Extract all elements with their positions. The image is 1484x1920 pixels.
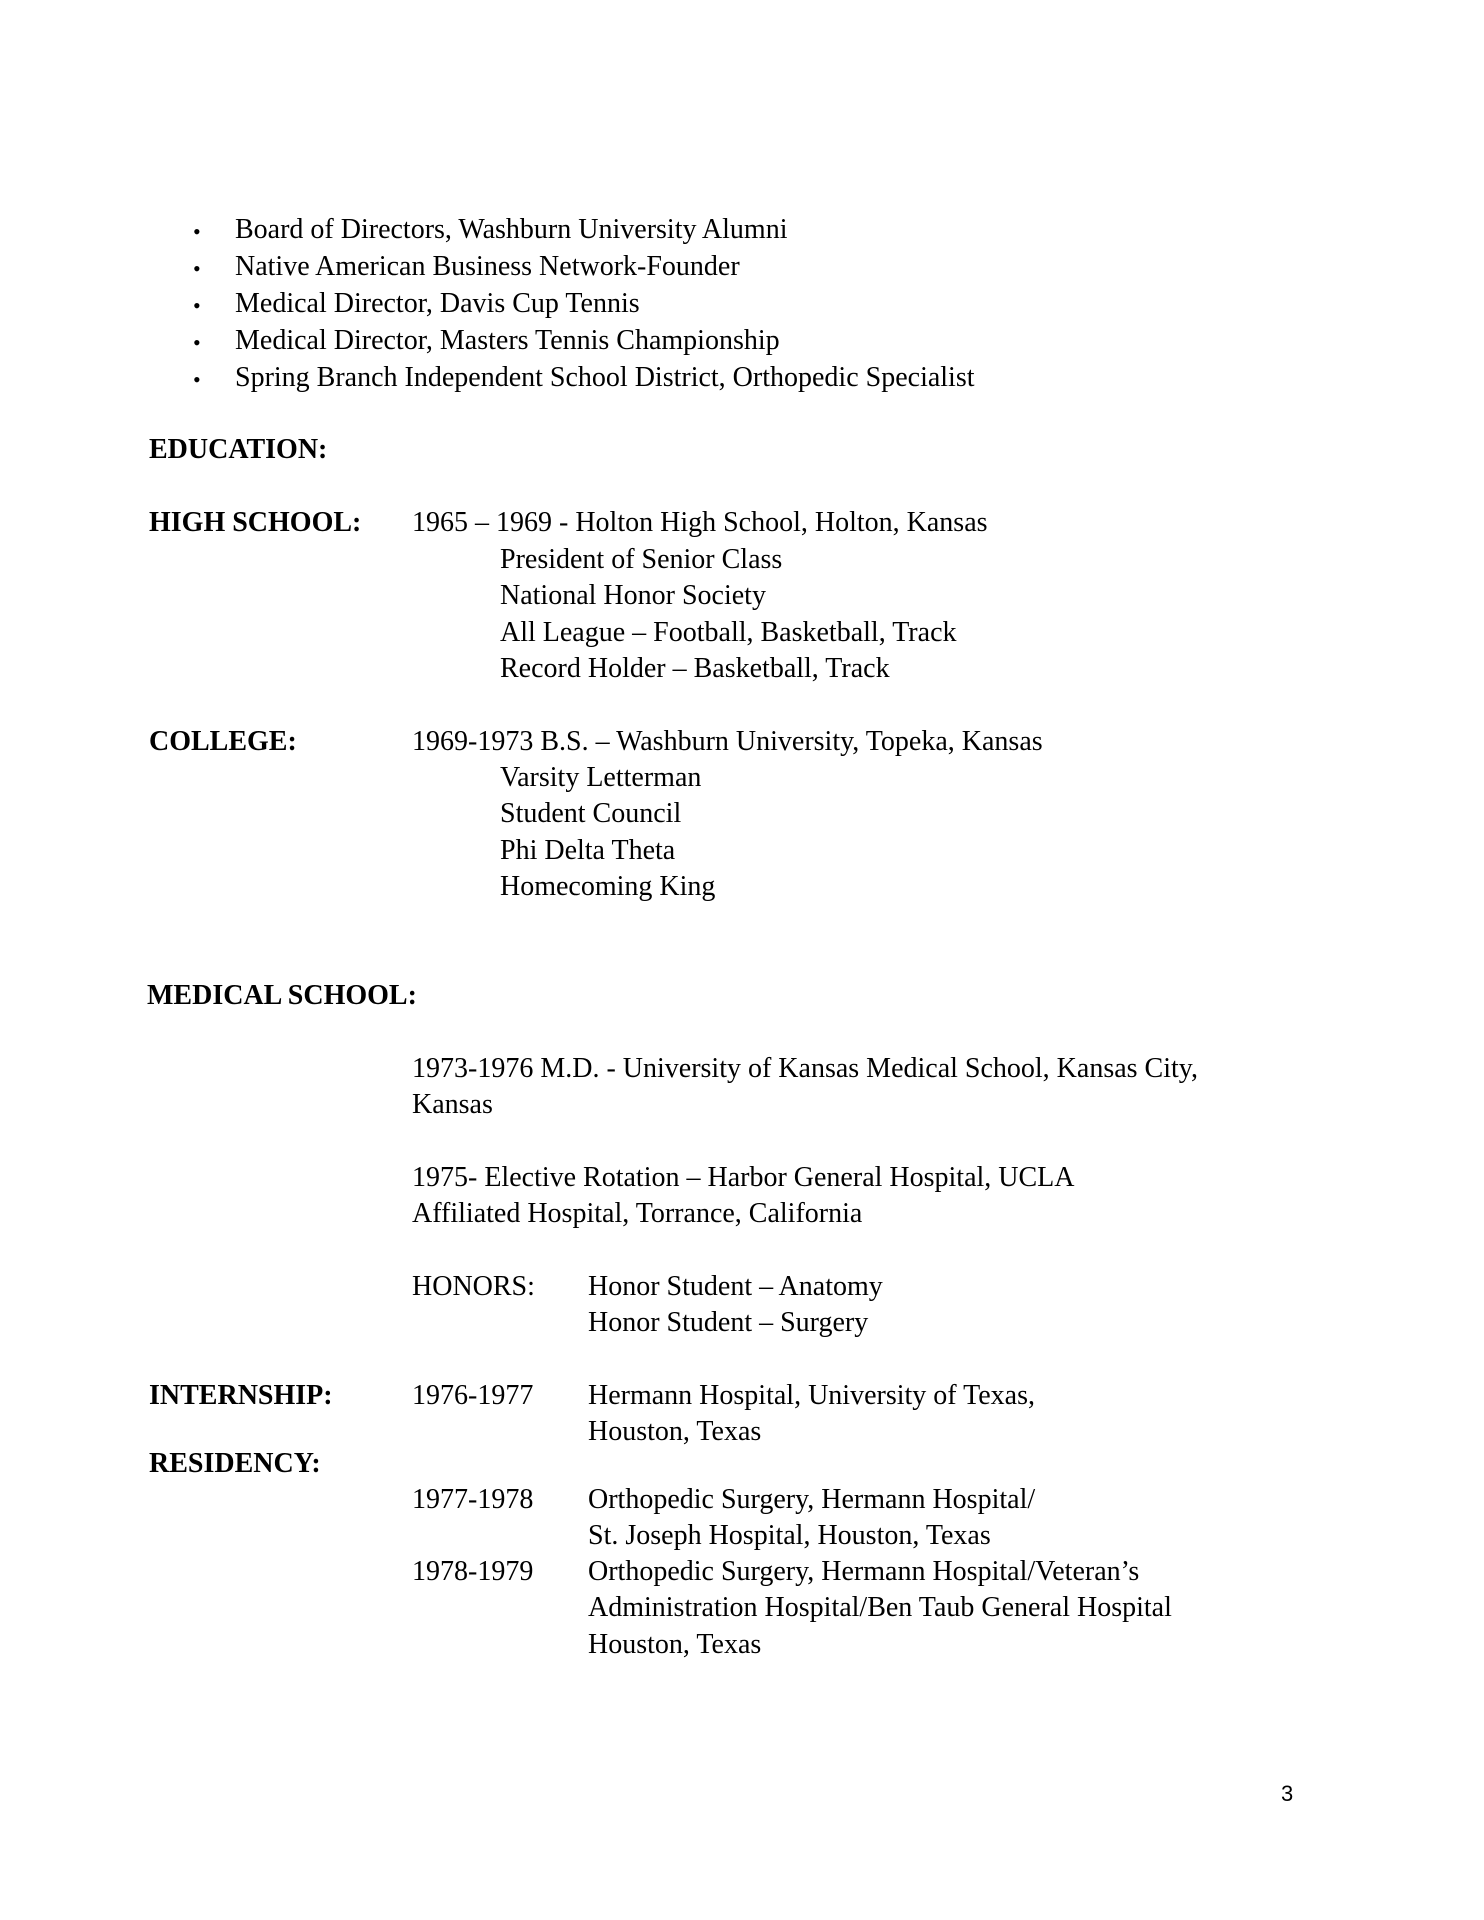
internship-label: INTERNSHIP: (149, 1380, 333, 1411)
bullet-marker: • (193, 256, 201, 281)
high-school-detail: Record Holder – Basketball, Track (500, 653, 890, 684)
honor-item: Honor Student – Anatomy (588, 1271, 883, 1302)
college-detail: Student Council (500, 798, 682, 829)
list-item: Spring Branch Independent School District, Orthopedic Specialist (235, 362, 975, 393)
residency-line: Administration Hospital/Ben Taub General Hospital (588, 1592, 1172, 1623)
medical-school-label: MEDICAL SCHOOL: (147, 980, 417, 1011)
internship-line: Houston, Texas (588, 1416, 762, 1447)
residency-line: Orthopedic Surgery, Hermann Hospital/ (588, 1484, 1036, 1515)
list-item: Medical Director, Masters Tennis Championship (235, 325, 780, 356)
bullet-marker: • (193, 330, 201, 355)
bullet-marker: • (193, 293, 201, 318)
high-school-detail: National Honor Society (500, 580, 766, 611)
residency-label: RESIDENCY: (149, 1448, 321, 1479)
list-item: Native American Business Network-Founder (235, 251, 740, 282)
high-school-detail: President of Senior Class (500, 544, 783, 575)
internship-line: Hermann Hospital, University of Texas, (588, 1380, 1035, 1411)
college-detail: Varsity Letterman (500, 762, 702, 793)
residency-years: 1978-1979 (412, 1556, 534, 1587)
bullet-marker: • (193, 367, 201, 392)
list-item: Medical Director, Davis Cup Tennis (235, 288, 640, 319)
bullet-marker: • (193, 219, 201, 244)
rotation-line: Affiliated Hospital, Torrance, California (412, 1198, 863, 1229)
honors-label: HONORS: (412, 1271, 535, 1302)
education-heading: EDUCATION: (149, 434, 328, 465)
list-item: Board of Directors, Washburn University Alumni (235, 214, 788, 245)
high-school-label: HIGH SCHOOL: (149, 507, 362, 538)
high-school-entry: 1965 – 1969 - Holton High School, Holton, Kansas (412, 507, 988, 538)
residency-line: Houston, Texas (588, 1629, 762, 1660)
high-school-detail: All League – Football, Basketball, Track (500, 617, 957, 648)
honor-item: Honor Student – Surgery (588, 1307, 869, 1338)
college-detail: Homecoming King (500, 871, 716, 902)
college-detail: Phi Delta Theta (500, 835, 676, 866)
rotation-line: 1975- Elective Rotation – Harbor General Hospital, UCLA (412, 1162, 1075, 1193)
medical-degree-line: 1973-1976 M.D. - University of Kansas Medical School, Kansas City, (412, 1053, 1198, 1084)
college-label: COLLEGE: (149, 726, 297, 757)
medical-degree-line: Kansas (412, 1089, 493, 1120)
residency-line: St. Joseph Hospital, Houston, Texas (588, 1520, 991, 1551)
internship-years: 1976-1977 (412, 1380, 534, 1411)
page-number: 3 (1281, 1781, 1294, 1806)
residency-years: 1977-1978 (412, 1484, 534, 1515)
college-entry: 1969-1973 B.S. – Washburn University, Topeka, Kansas (412, 726, 1043, 757)
residency-line: Orthopedic Surgery, Hermann Hospital/Veteran’s (588, 1556, 1140, 1587)
